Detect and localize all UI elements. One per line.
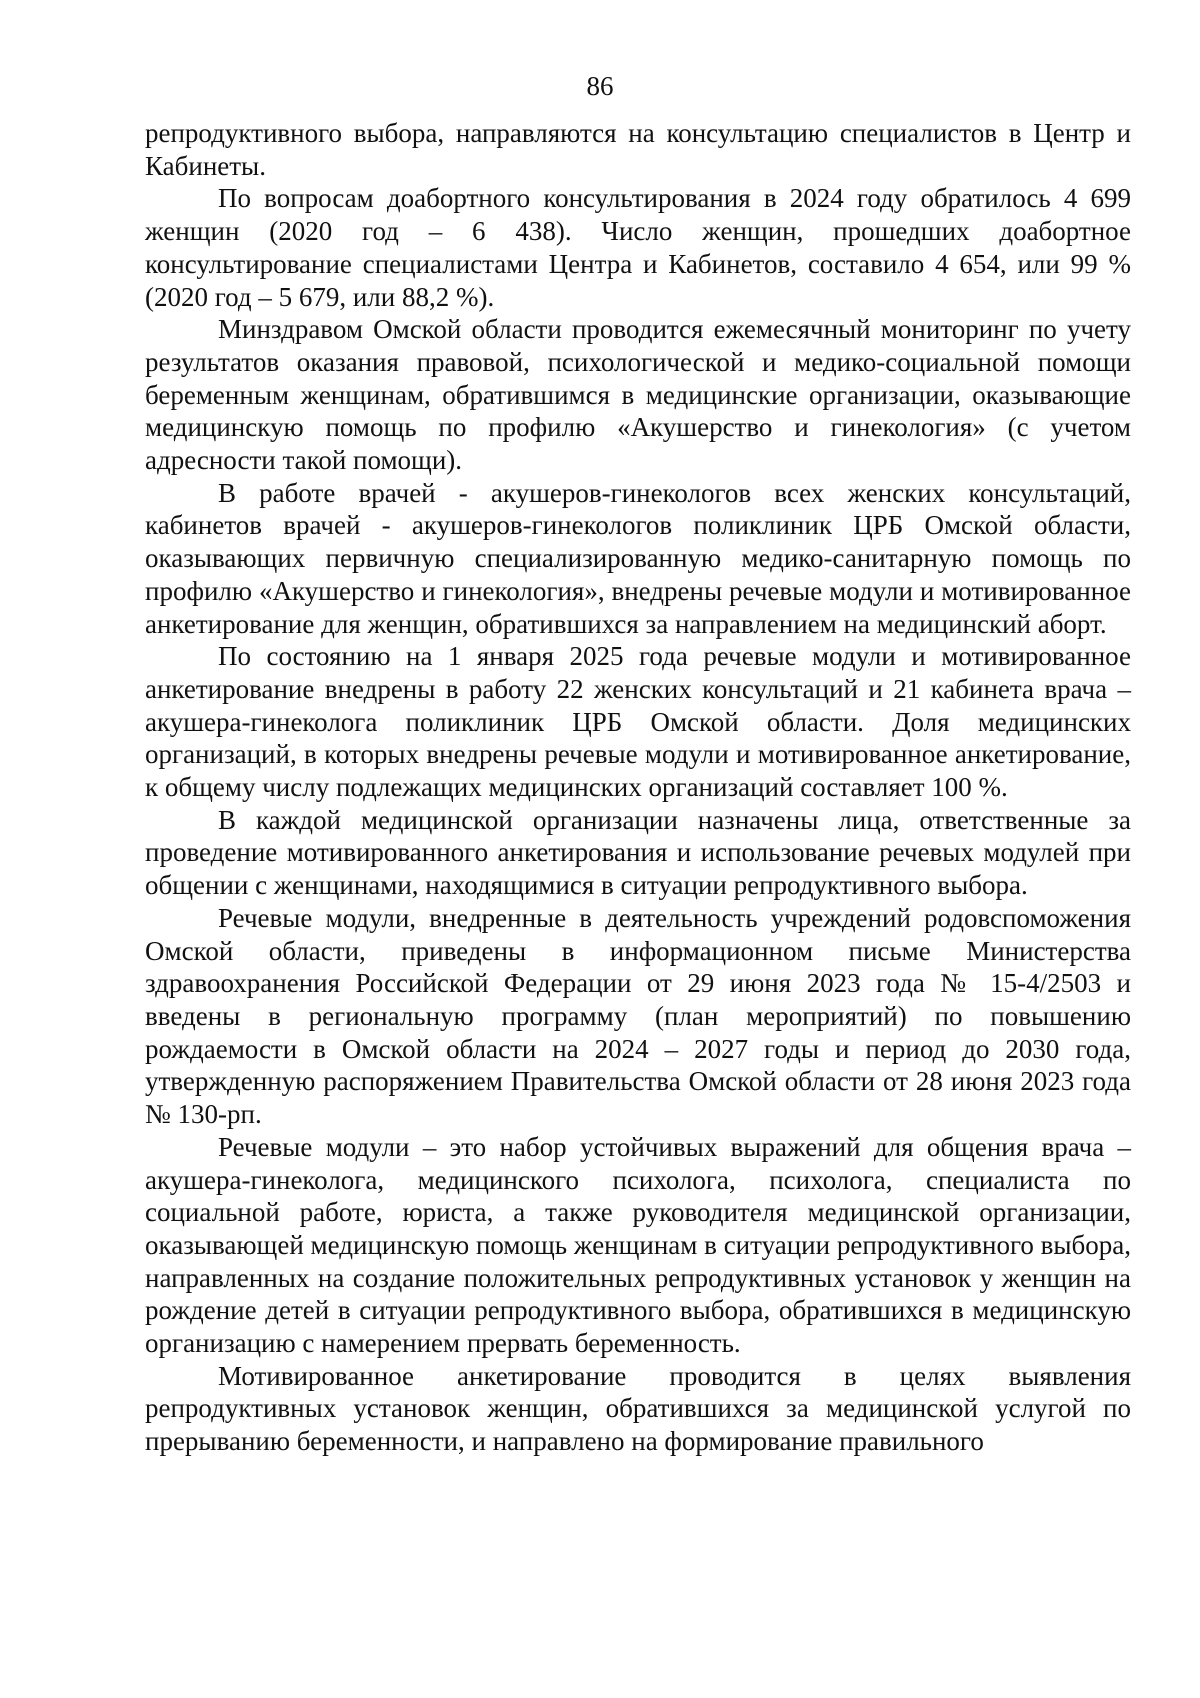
paragraph-ministry-letter: Речевые модули, внедренные в деятельность учреждений родовспоможения Омской области, приведены в информационном письме Министерства здравоохранения Российской Федерации от 29 июня 2023 года № 15-4/2503 и введены в региональную программу (план мероприятий) по повышению рождаемости в Омской области на 2024 – 2027 годы и период до 2030 года, утвержденную распоряжением Правительства Омской области от 28 июня 2023 года № 130-рп.	[145, 902, 1131, 1130]
paragraph-continuation: репродуктивного выбора, направляются на консультацию специалистов в Центр и Кабинеты.	[145, 118, 1131, 181]
page-number: 86	[586, 71, 614, 101]
paragraph-motivated-survey: Мотивированное анкетирование проводится в целях выявления репродуктивных установок женщин, обратившихся за медицинской услугой по прерыванию беременности, и направлено на формирование правильного	[145, 1360, 1131, 1457]
paragraph-speech-modules-definition: Речевые модули – это набор устойчивых выражений для общения врача – акушера-гинеколога, медицинского психолога, психолога, специалиста по социальной работе, юриста, а также руководителя медицинской организации, оказывающей медицинскую помощь женщинам в ситуации репродуктивного выбора, направленных на создание положительных репродуктивных установок у женщин на рождение детей в ситуации репродуктивного выбора, обратившихся в медицинскую организацию с намерением прервать беременность.	[145, 1131, 1131, 1359]
paragraph-monitoring: Минздравом Омской области проводится ежемесячный мониторинг по учету результатов оказания правовой, психологической и медико-социальной помощи беременным женщинам, обратившимся в медицинские организации, оказывающие медицинскую помощь по профилю «Акушерство и гинекология» (с учетом адресности такой помощи).	[145, 314, 1131, 476]
paragraph-speech-modules-introduced: В работе врачей - акушеров-гинекологов всех женских консультаций, кабинетов врачей - акушеров-гинекологов поликлиник ЦРБ Омской области, оказывающих первичную специализированную медико-санитарную помощь по профилю «Акушерство и гинекология», внедрены речевые модули и мотивированное анкетирование для женщин, обратившихся за направлением на медицинский аборт.	[145, 477, 1131, 639]
paragraph-status-2025: По состоянию на 1 января 2025 года речевые модули и мотивированное анкетирование внедрены в работу 22 женских консультаций и 21 кабинета врача – акушера-гинеколога поликлиник ЦРБ Омской области. Доля медицинских организаций, в которых внедрены речевые модули и мотивированное анкетирование, к общему числу подлежащих медицинских организаций составляет 100 %.	[145, 641, 1131, 803]
paragraph-consultation-stats: По вопросам доабортного консультирования в 2024 году обратилось 4 699 женщин (2020 год – 6 438). Число женщин, прошедших доабортное консультирование специалистами Центра и Кабинетов, составило 4 654, или 99 % (2020 год – 5 679, или 88,2 %).	[145, 183, 1131, 312]
paragraph-responsible-persons: В каждой медицинской организации назначены лица, ответственные за проведение мотивированного анкетирования и использование речевых модулей при общении с женщинами, находящимися в ситуации репродуктивного выбора.	[145, 804, 1131, 901]
body-text	[145, 117, 1131, 1458]
